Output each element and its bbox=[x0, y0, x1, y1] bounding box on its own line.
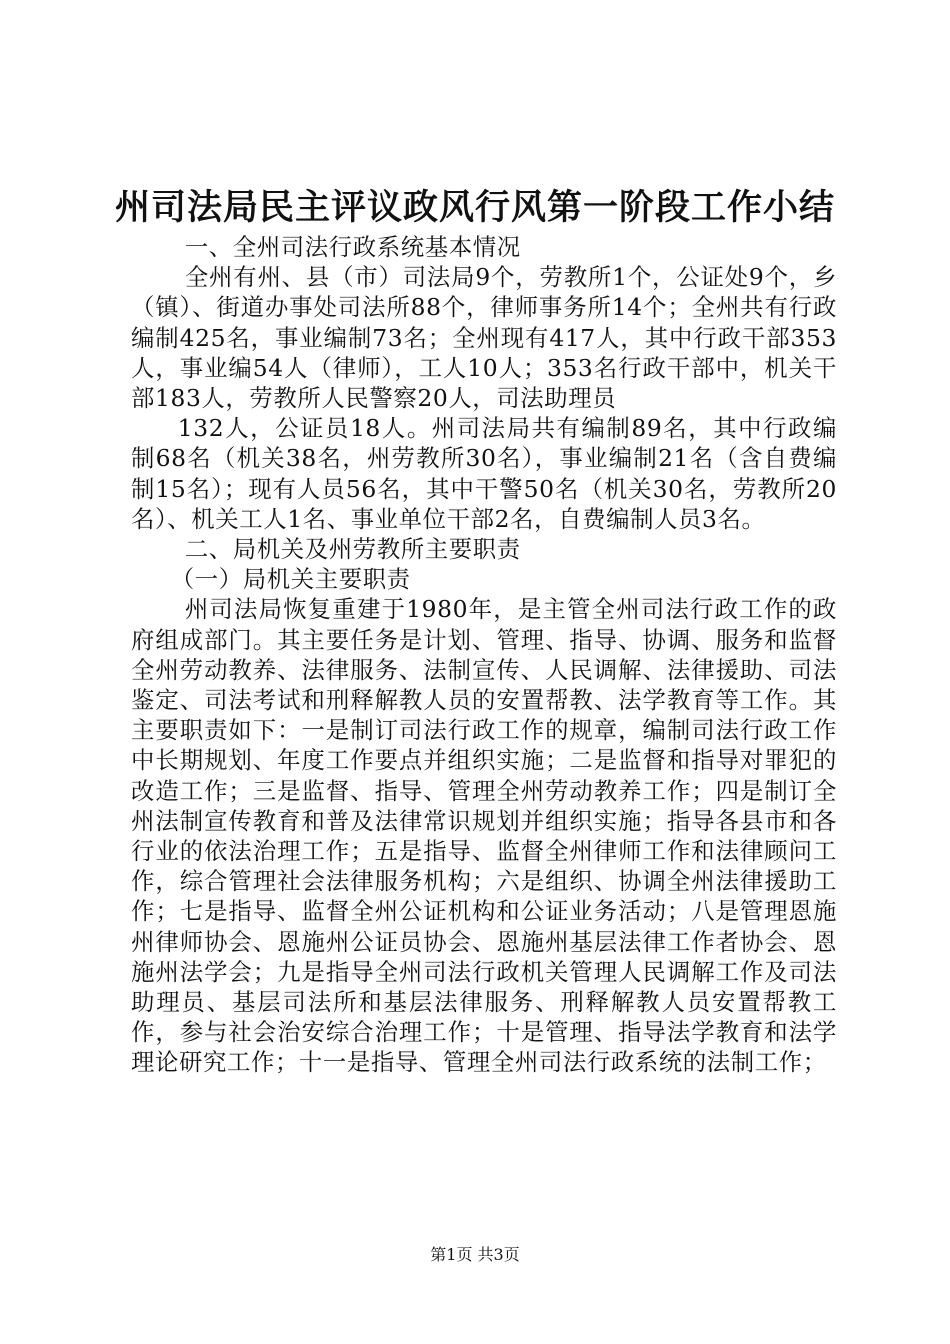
document-title: 州司法局民主评议政风行风第一阶段工作小结 bbox=[114, 187, 835, 228]
paragraph-staffing: 132人，公证员18人。州司法局共有编制89名，其中行政编制68名（机关38名，州劳教所30名），事业编制21名（含自费编制15名）；现有人员56名，其中干警50名（机关30名，劳教所20名）、机关工人1名、事业单位干部2名，自费编制人员3名。 bbox=[131, 414, 837, 533]
page-number-footer: 第1页 共3页 bbox=[430, 1245, 520, 1264]
subsection-heading-1: （一）局机关主要职责 bbox=[170, 565, 411, 594]
section-heading-2: 二、局机关及州劳教所主要职责 bbox=[184, 535, 521, 564]
paragraph-duties: 州司法局恢复重建于1980年，是主管全州司法行政工作的政府组成部门。其主要任务是计划、管理、指导、协调、服务和监督全州劳动教养、法律服务、法制宣传、人民调解、法律援助、司法鉴定、司法考试和刑释解教人员的安置帮教、法学教育等工作。其主要职责如下：一是制订司法行政工作的规章，编制司法行政工作中长期规划、年度工作要点并组织实施；二是监督和指导对罪犯的改造工作；三是监督、指导、管理全州劳动教养工作；四是制订全州法制宣传教育和普及法律常识规划并组织实施；指导各县市和各行业的依法治理工作；五是指导、监督全州律师工作和法律顾问工作，综合管理社会法律服务机构；六是组织、协调全州法律援助工作；七是指导、监督全州公证机构和公证业务活动；八是管理恩施州律师协会、恩施州公证员协会、恩施州基层法律工作者协会、恩施州法学会；九是指导全州司法行政机关管理人民调解工作及司法助理员、基层司法所和基层法律服务、刑释解教人员安置帮教工作，参与社会治安综合治理工作；十是管理、指导法学教育和法学理论研究工作；十一是指导、管理全州司法行政系统的法制工作； bbox=[131, 595, 837, 1077]
document-body bbox=[131, 232, 837, 1078]
paragraph-basic-situation: 全州有州、县（市）司法局9个，劳教所1个，公证处9个，乡（镇）、街道办事处司法所88个，律师事务所14个；全州共有行政编制425名，事业编制73名；全州现有417人，其中行政干部353人，事业编54人（律师），工人10人；353名行政干部中，机关干部183人，劳教所人民警察20人，司法助理员 bbox=[131, 263, 837, 413]
section-heading-1: 一、全州司法行政系统基本情况 bbox=[184, 233, 521, 261]
